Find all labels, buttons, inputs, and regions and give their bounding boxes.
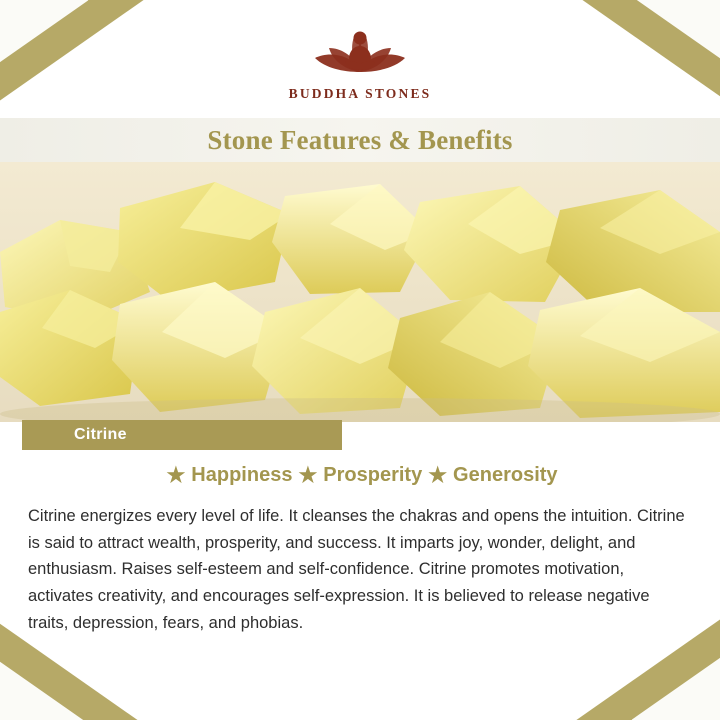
- star-icon: ★: [428, 464, 448, 487]
- benefit-item: [162, 464, 292, 487]
- benefit-label: Happiness: [191, 464, 293, 486]
- stone-name-bar-wrapper: [0, 422, 720, 452]
- benefits-row: [0, 464, 720, 487]
- benefit-label: Generosity: [453, 464, 558, 486]
- lotus-meditation-icon: [285, 18, 435, 84]
- star-icon: ★: [298, 464, 318, 487]
- stone-description: Citrine energizes every level of life. It cleanses the chakras and opens the intuition. Citrine is said to attract wealth, prosperity, and success. It imparts joy, wonder, delight, and enthusiasm. Raises self-esteem and self-confidence. Citrine promotes motivation, activates creativity, and encourages self-expression. It is believed to release negative traits, depression, fears, and phobias.: [28, 507, 685, 632]
- stone-name: Citrine: [74, 426, 127, 443]
- citrine-photo: [0, 162, 720, 422]
- brand-header: [0, 0, 720, 112]
- star-icon: ★: [166, 464, 186, 487]
- title-band: [0, 118, 720, 162]
- benefit-item: [294, 464, 422, 487]
- brand-name: BUDDHA STONES: [288, 86, 432, 101]
- benefit-label: Prosperity: [323, 464, 423, 486]
- page-title: Stone Features & Benefits: [207, 124, 513, 155]
- benefit-item: [424, 464, 557, 487]
- stone-name-bar: [22, 420, 342, 450]
